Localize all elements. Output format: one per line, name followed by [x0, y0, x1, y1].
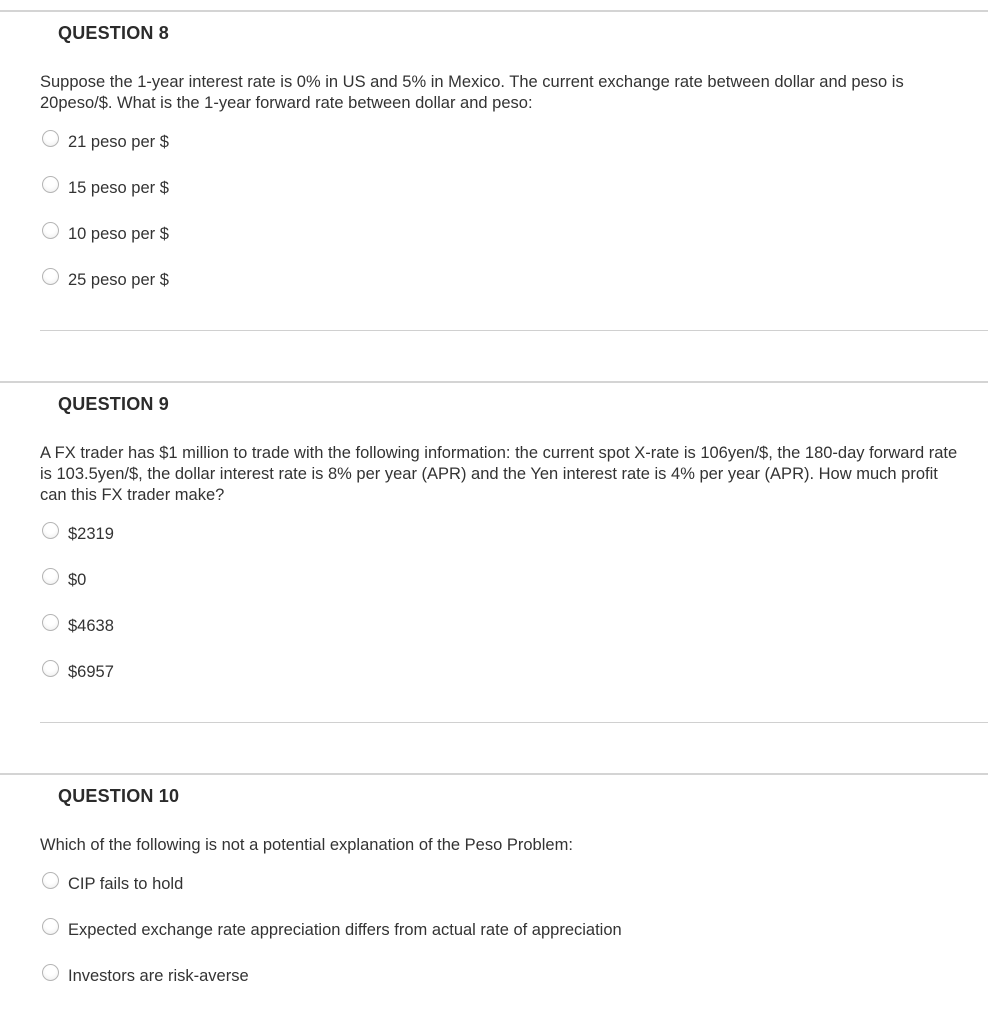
option-label[interactable]: 21 peso per $ — [68, 132, 169, 151]
option-label[interactable]: $4638 — [68, 616, 114, 635]
radio-button[interactable] — [42, 222, 59, 239]
answer-option[interactable] — [42, 511, 988, 557]
option-label[interactable]: 15 peso per $ — [68, 178, 169, 197]
radio-button[interactable] — [42, 872, 59, 889]
radio-button[interactable] — [42, 176, 59, 193]
answer-option[interactable] — [42, 907, 988, 953]
option-label[interactable]: 25 peso per $ — [68, 270, 169, 289]
radio-button[interactable] — [42, 130, 59, 147]
question-9 — [0, 381, 988, 723]
radio-button[interactable] — [42, 660, 59, 677]
divider — [40, 330, 988, 331]
answer-option[interactable] — [42, 211, 988, 257]
divider — [40, 722, 988, 723]
answer-option[interactable] — [42, 119, 988, 165]
question-text: Which of the following is not a potential explanation of the Peso Problem: — [40, 836, 573, 854]
answer-option[interactable] — [42, 257, 988, 303]
question-10 — [0, 773, 988, 999]
option-label[interactable]: CIP fails to hold — [68, 874, 184, 893]
answer-option[interactable] — [42, 603, 988, 649]
option-label[interactable]: 10 peso per $ — [68, 224, 169, 243]
radio-button[interactable] — [42, 964, 59, 981]
question-title: QUESTION 10 — [58, 786, 180, 806]
answer-option[interactable] — [42, 953, 988, 999]
answer-option[interactable] — [42, 557, 988, 603]
radio-button[interactable] — [42, 268, 59, 285]
option-label[interactable]: $6957 — [68, 662, 114, 681]
radio-button[interactable] — [42, 568, 59, 585]
answer-option[interactable] — [42, 861, 988, 907]
radio-button[interactable] — [42, 918, 59, 935]
question-title: QUESTION 9 — [58, 394, 170, 414]
answer-option[interactable] — [42, 165, 988, 211]
question-text: A FX trader has $1 million to trade with the following information: the current spot X-rate is 106yen/$, the 180-day forward rate is 103.5yen/$, the dollar interest rate is 8% per year (APR) and the Yen interest rate is 4% per year (APR). How much profit can this FX trader make? — [40, 444, 958, 504]
question-title: QUESTION 8 — [58, 23, 170, 43]
question-8 — [0, 10, 988, 331]
option-label[interactable]: Investors are risk-averse — [68, 966, 249, 985]
answer-option[interactable] — [42, 649, 988, 695]
option-label[interactable]: $0 — [68, 570, 87, 589]
radio-button[interactable] — [42, 614, 59, 631]
option-label[interactable]: $2319 — [68, 524, 114, 543]
option-label[interactable]: Expected exchange rate appreciation differs from actual rate of appreciation — [68, 920, 622, 939]
question-text: Suppose the 1-year interest rate is 0% in US and 5% in Mexico. The current exchange rate between dollar and peso is 20peso/$. What is the 1-year forward rate between dollar and peso: — [40, 73, 904, 112]
radio-button[interactable] — [42, 522, 59, 539]
